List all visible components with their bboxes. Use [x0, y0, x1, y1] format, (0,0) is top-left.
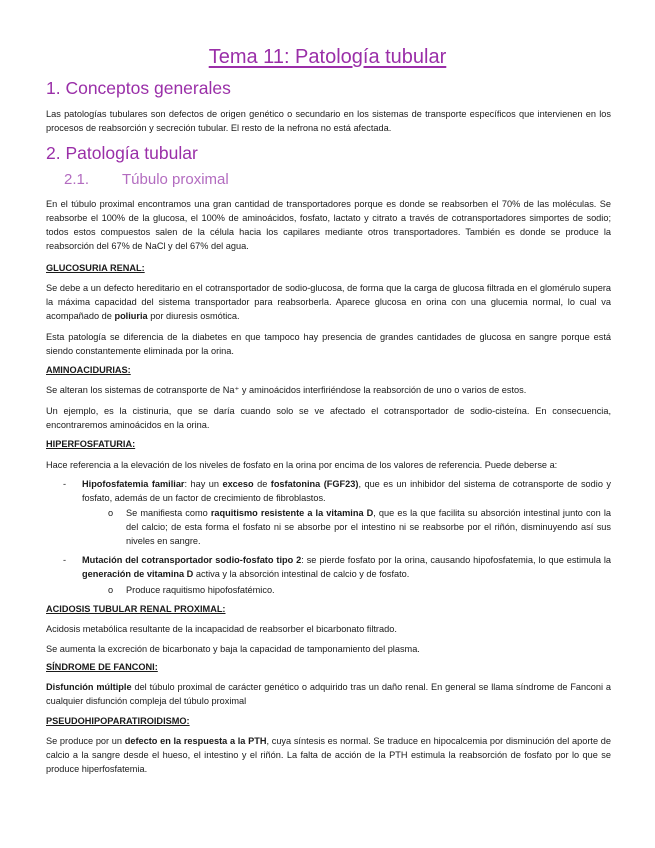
aminoacidurias-paragraph-1: Se alteran los sistemas de cotransporte de Na⁺ y aminoácidos interfiriéndose la reabsorción de uno o varios de estos.: [46, 385, 527, 395]
glucosuria-paragraph-1: Se debe a un defecto hereditario en el cotransportador de sodio-glucosa, de forma que la carga de glucosa filtrada en el glomérulo supera la máxima capacidad del sistema transportador para reabsorberla. Aparece glucosa en orina con una glucemia normal, lo cual va acompañado de poliuria por diuresis osmótica.: [46, 283, 611, 321]
fanconi-paragraph: Disfunción múltiple del túbulo proximal de carácter genético o adquirido tras un daño renal. En general se llama síndrome de Fanconi a cualquier disfunción compleja del túbulo proximal: [46, 682, 611, 706]
subsection-2-1-heading: [64, 171, 229, 188]
acidosis-label: ACIDOSIS TUBULAR RENAL PROXIMAL:: [46, 604, 226, 614]
circle-bullet: o: [108, 508, 114, 518]
fanconi-label: SÍNDROME DE FANCONI:: [46, 662, 158, 672]
aminoacidurias-label: AMINOACIDURIAS:: [46, 365, 131, 375]
glucosuria-paragraph-2: Esta patología se diferencia de la diabetes en que tampoco hay presencia de grandes cantidades de glucosa en sangre porque está siendo constantemente eliminada por la orina.: [46, 332, 611, 356]
subsection-title: Túbulo proximal: [122, 171, 229, 188]
hiperfosfaturia-label: HIPERFOSFATURIA:: [46, 439, 136, 449]
glucosuria-label: GLUCOSURIA RENAL:: [46, 263, 145, 273]
sub-bullet-raquitismo: Se manifiesta como raquitismo resistente a la vitamina D, que es la que facilita su absorción intestinal junto con la del calcio; de esta forma el fosfato ni se absorbe por el intestino ni se reabsorbe por el riñón, disminuyendo así sus niveles en sangre.: [126, 508, 611, 546]
acidosis-paragraph-1: Acidosis metabólica resultante de la incapacidad de reabsorber el bicarbonato filtrado.: [46, 624, 397, 634]
subsection-number: 2.1.: [64, 171, 90, 188]
bullet-hipofosfatemia: Hipofosfatemia familiar: hay un exceso de fosfatonina (FGF23), que es un inhibidor del sistema de cotransporte de sodio y fosfato, además de un factor de crecimiento de fibroblastos.: [82, 479, 611, 503]
pseudohipoparatiroidismo-paragraph: Se produce por un defecto en la respuesta a la PTH, cuya síntesis es normal. Se traduce en hipocalcemia por disminución del aporte de calcio a la sangre desde el hueso, el intestino y el riñón. La falta de acción de la PTH estimula la reabsorción de fosfato por lo que se produce hiperfosfatemia.: [46, 736, 611, 774]
sub-bullet-raquitismo-hipofosfatemico: Produce raquitismo hipofosfatémico.: [126, 585, 275, 595]
hiperfosfaturia-paragraph: Hace referencia a la elevación de los niveles de fosfato en la orina por encima de los valores de referencia. Puede deberse a:: [46, 460, 558, 470]
bullet-mutacion: Mutación del cotransportador sodio-fosfato tipo 2: se pierde fosfato por la orina, causando hipofosfatemia, lo que estimula la generación de vitamina D activa y la absorción intestinal de calcio y de fosfato.: [82, 555, 611, 579]
section-2-intro: En el túbulo proximal encontramos una gran cantidad de transportadores porque es donde se reabsorben el 70% de las moléculas. Se reabsorbe el 100% de la glucosa, el 100% de aminoácidos, fosfato, lactato y citrato a través de cotransportadores simportes de sodio; todos estos compuestos salen de la célula hacia los capilares mediante otros transportadores. También es donde se produce la reabsorción del 67% de NaCl y del 67% del agua.: [46, 199, 611, 251]
dash-bullet: -: [63, 479, 67, 489]
pseudohipoparatiroidismo-label: PSEUDOHIPOPARATIROIDISMO:: [46, 716, 190, 726]
section-2-heading: 2. Patología tubular: [46, 143, 198, 163]
page-title: Tema 11: Patología tubular: [208, 46, 447, 68]
acidosis-paragraph-2: Se aumenta la excreción de bicarbonato y baja la capacidad de tamponamiento del plasma.: [46, 644, 420, 654]
section-1-heading: 1. Conceptos generales: [46, 78, 231, 98]
dash-bullet: -: [63, 555, 67, 565]
section-1-text: Las patologías tubulares son defectos de origen genético o secundario en los sistemas de transporte específicos que intervienen en los procesos de reabsorción y secreción tubular. El resto de la nefrona no está afectada.: [46, 109, 611, 133]
aminoacidurias-paragraph-2: Un ejemplo, es la cistinuria, que se daría cuando solo se ve afectado el cotransportador de sodio-cisteína. En consecuencia, encontraremos aminoácidos en la orina.: [46, 406, 611, 430]
circle-bullet: o: [108, 585, 114, 595]
